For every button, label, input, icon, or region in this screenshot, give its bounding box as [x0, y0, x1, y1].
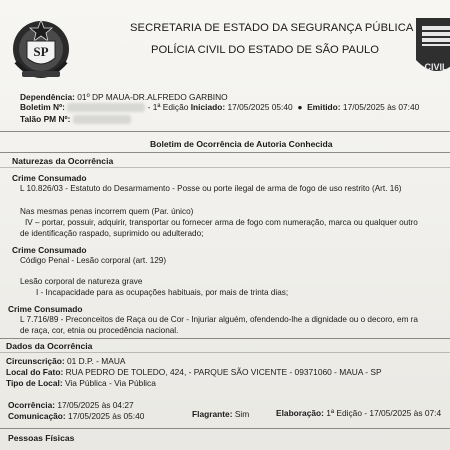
divider — [0, 131, 450, 132]
talao-number-redacted — [73, 115, 131, 124]
talao-label: Talão PM Nº: — [20, 114, 71, 124]
dependencia-row — [20, 92, 228, 102]
ocorrencia-row — [8, 400, 134, 410]
flagrante-value: Sim — [234, 409, 250, 419]
crime-2-line: Código Penal - Lesão corporal (art. 129) — [20, 256, 167, 265]
sao-paulo-coat-of-arms-icon — [8, 16, 74, 82]
comunicacao-value: 17/05/2025 às 05:40 — [68, 411, 145, 421]
emitido-label: Emitido: — [307, 102, 341, 112]
crime-1-item-iv: IV – portar, possuir, adquirir, transportar ou fornecer arma de fogo com numeração, marca ou qualquer outro — [25, 218, 418, 227]
elaboracao-row — [276, 408, 441, 418]
ocorrencia-value: 17/05/2025 às 04:27 — [57, 400, 134, 410]
flagrante-label: Flagrante: — [192, 409, 233, 419]
naturezas-heading: Naturezas da Ocorrência — [12, 156, 114, 166]
header-title-policia: POLÍCIA CIVIL DO ESTADO DE SÃO PAULO — [151, 44, 379, 56]
ocorrencia-label: Ocorrência: — [8, 400, 56, 410]
circunscricao-label: Circunscrição: — [6, 356, 65, 366]
crime-3-line-cont: de raça, cor, etnia ou procedência nacional. — [20, 326, 179, 335]
circunscricao-value: 01 D.P. - MAUA — [66, 356, 126, 366]
tipo-local-label: Tipo de Local: — [6, 378, 63, 388]
divider — [0, 167, 450, 168]
elaboracao-value: 1ª Edição - 17/05/2025 às 07:4 — [326, 408, 442, 418]
crime-1-line: L 10.826/03 - Estatuto do Desarmamento - Posse ou porte ilegal de arma de fogo de uso restrito (Art. 16) — [20, 184, 402, 193]
crime-2-grave: Lesão corporal de natureza grave — [20, 277, 143, 286]
comunicacao-row — [8, 411, 144, 421]
dados-heading: Dados da Ocorrência — [6, 341, 93, 351]
local-row — [6, 367, 382, 377]
tipo-local-row — [6, 378, 156, 388]
crime-2-item-i: I - Incapacidade para as ocupações habituais, por mais de trinta dias; — [36, 288, 289, 297]
divider — [0, 338, 450, 339]
header-title-secretaria: SECRETARIA DE ESTADO DA SEGURANÇA PÚBLICA — [130, 22, 414, 34]
comunicacao-label: Comunicação: — [8, 411, 66, 421]
document-title: Boletim de Ocorrência de Autoria Conhecida — [150, 139, 333, 149]
crime-3-title: Crime Consumado — [8, 304, 83, 314]
iniciado-value: 17/05/2025 05:40 — [227, 102, 293, 112]
circunscricao-row — [6, 356, 125, 366]
boletim-row: Boletim Nº: - 1ª Edição Iniciado: 17/05/2025 05:40 ● Emitido: 17/05/2025 às 07:40 — [20, 102, 420, 112]
edicao-value: - 1ª Edição — [147, 102, 189, 112]
iniciado-label: Iniciado: — [190, 102, 226, 112]
crime-3-line: L 7.716/89 - Preconceitos de Raça ou de Cor - Injuriar alguém, ofendendo-lhe a dignidade ou o decoro, em ra — [20, 315, 418, 324]
crime-1-penas: Nas mesmas penas incorrem quem (Par. único) — [20, 207, 194, 216]
boletim-label: Boletim Nº: — [20, 102, 65, 112]
dependencia-label: Dependência: — [20, 92, 75, 102]
local-label: Local do Fato: — [6, 367, 64, 377]
tipo-local-value: Via Pública - Via Pública — [64, 378, 156, 388]
local-value: RUA PEDRO DE TOLEDO, 424, - PARQUE SÃO VICENTE - 09371060 - MAUA - SP — [65, 367, 382, 377]
divider — [0, 352, 450, 353]
dependencia-value: 01º DP MAUA-DR.ALFREDO GARBINO — [77, 92, 228, 102]
svg-text:SP: SP — [33, 44, 49, 59]
svg-text:CIVIL: CIVIL — [424, 62, 448, 72]
divider — [0, 428, 450, 429]
emitido-value: 17/05/2025 às 07:40 — [342, 102, 420, 112]
pessoas-heading: Pessoas Físicas — [8, 433, 75, 443]
crime-1-title: Crime Consumado — [12, 173, 87, 183]
elaboracao-label: Elaboração: — [276, 408, 324, 418]
divider — [0, 152, 450, 153]
crime-1-item-iv-cont: de identificação raspado, suprimido ou adulterado; — [20, 229, 204, 238]
flagrante-row — [192, 409, 249, 419]
crime-2-title: Crime Consumado — [12, 245, 87, 255]
boletim-number-redacted — [67, 103, 145, 112]
talao-row — [20, 114, 131, 124]
